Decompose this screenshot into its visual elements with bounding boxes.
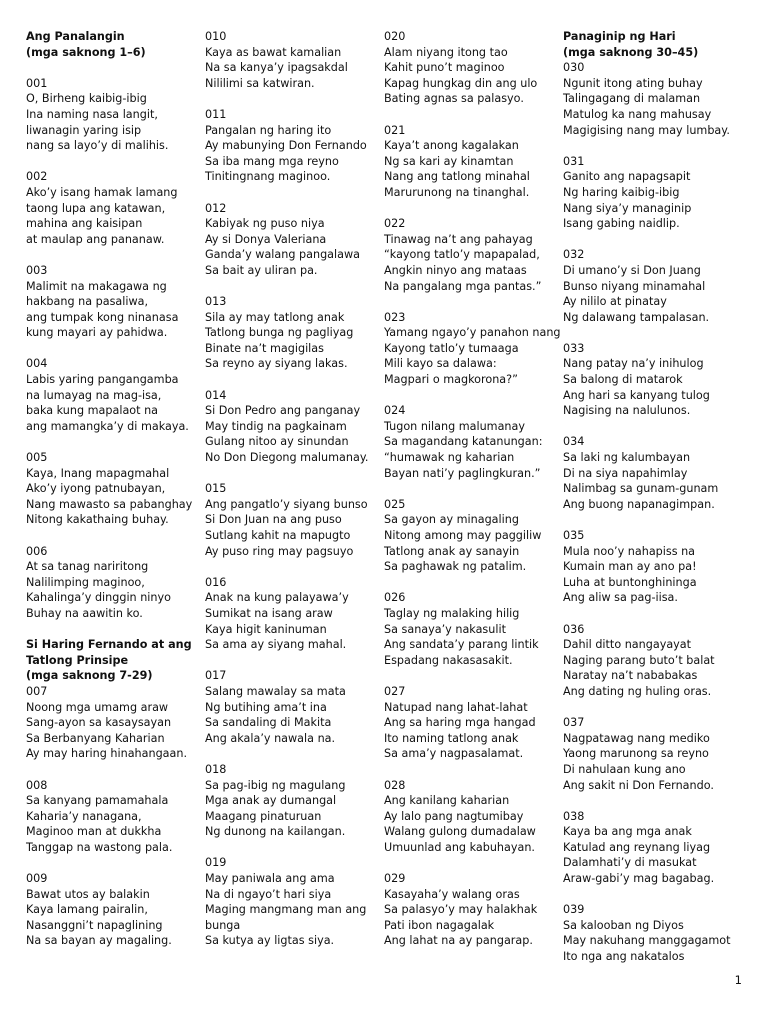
stanza-number: 022	[384, 217, 406, 231]
stanza	[26, 169, 192, 247]
stanza-line: Sa sandaling di Makita	[205, 716, 332, 730]
stanza	[205, 668, 368, 746]
stanza-line: Sa sanaya’y nakasulit	[384, 622, 506, 636]
stanza	[384, 29, 561, 107]
stanza-line: Sa Berbanyang Kaharian	[26, 731, 165, 745]
stanza-line: Tatlong anak ay sanayin	[384, 544, 520, 558]
stanza-line: Ganda’y walang pangalawa	[205, 248, 360, 262]
stanza-line: Mili kayo sa dalawa:	[384, 357, 497, 371]
stanza-line: Tinitingnang maginoo.	[205, 170, 331, 184]
stanza-line: Sa paghawak ng patalim.	[384, 560, 527, 574]
stanza-line: Sa magandang katanungan:	[384, 435, 543, 449]
stanza-line: Nasanggni’t napaglining	[26, 918, 163, 932]
stanza-number: 018	[205, 762, 227, 776]
stanza-number: 007	[26, 684, 48, 698]
stanza	[205, 481, 368, 559]
stanza-line: Sa laki ng kalumbayan	[563, 451, 691, 465]
stanza-line: Buhay na aawitin ko.	[26, 606, 143, 620]
stanza-line: Malimit na makagawa ng	[26, 279, 167, 293]
stanza-line: Ay may haring hinahangaan.	[26, 747, 188, 761]
stanza	[563, 809, 731, 887]
stanza-line: na lumayag na mag-isa,	[26, 388, 162, 402]
stanza-line: Araw-gabi’y mag bagabag.	[563, 872, 715, 886]
section-heading-line: Ang Panalangin	[26, 30, 125, 43]
stanza-line: Kapag hungkag din ang ulo	[384, 76, 538, 90]
stanza-line: Sutlang kahit na mapugto	[205, 529, 351, 542]
stanza-number: 039	[563, 903, 585, 917]
stanza-line: Ito nga ang nakatalos	[563, 950, 685, 964]
stanza-line: Tinawag na’t ang pahayag	[384, 232, 533, 246]
stanza-line: Ay puso ring may pagsuyo	[205, 544, 354, 558]
stanza	[205, 29, 368, 91]
stanza	[26, 263, 192, 341]
stanza-line: Dahil ditto nangayayat	[563, 638, 692, 652]
stanza-number: 036	[563, 622, 585, 636]
stanza-number: 009	[26, 872, 48, 886]
stanza-line: Tanggap na wastong pala.	[26, 840, 173, 854]
stanza	[205, 762, 368, 840]
stanza-line: Ina naming nasa langit,	[26, 107, 158, 121]
stanza	[563, 154, 731, 232]
stanza	[384, 216, 561, 294]
stanza-number: 027	[384, 684, 406, 698]
stanza-line: Tatlong bunga ng pagliyag	[205, 326, 354, 340]
stanza-number: 023	[384, 310, 406, 324]
stanza-line: liwanagin yaring isip	[26, 123, 142, 137]
stanza-number: 024	[384, 404, 406, 418]
stanza-line: May tindig na pagkainam	[205, 419, 347, 433]
stanza-line: Na sa bayan ay magaling.	[26, 934, 172, 948]
stanza-number: 025	[384, 497, 406, 511]
stanza-line: Katulad ang reynang liyag	[563, 840, 711, 854]
stanza-line: Nagpatawag nang mediko	[563, 731, 710, 745]
text-column-4	[563, 29, 731, 980]
stanza-line: Pati ibon nagagalak	[384, 918, 495, 932]
stanza-number: 014	[205, 388, 227, 402]
stanza-line: Kaya as bawat kamalian	[205, 45, 342, 59]
stanza-line: Na di ngayo’t hari siya	[205, 887, 332, 901]
stanza-line: nang sa layo’y di malihis.	[26, 139, 169, 153]
stanza-number: 001	[26, 76, 48, 90]
stanza-line: Maginoo man at dukkha	[26, 825, 162, 839]
stanza	[563, 528, 731, 606]
stanza-line: Kahit puno’t maginoo	[384, 61, 505, 75]
stanza-number: 019	[205, 856, 227, 870]
stanza-line: Kaharia’y nanagana,	[26, 809, 142, 823]
stanza	[563, 247, 731, 325]
stanza-line: Ang kanilang kaharian	[384, 794, 510, 808]
stanza-line: Sa iba mang mga reyno	[205, 154, 339, 168]
stanza-line: Kaya’t anong kagalakan	[384, 139, 519, 153]
stanza-line: kung mayari ay pahidwa.	[26, 326, 168, 340]
stanza-line: Bayan nati’y paglingkuran.”	[384, 466, 541, 480]
stanza-number: 004	[26, 357, 48, 371]
stanza-line: O, Birheng kaibig-ibig	[26, 92, 147, 106]
section-heading-line: (mga saknong 30–45)	[563, 45, 699, 59]
stanza-line: hakbang na pasaliwa,	[26, 295, 149, 309]
stanza-line: “humawak ng kaharian	[384, 451, 515, 465]
stanza-line: Magpari o magkorona?”	[384, 373, 518, 387]
stanza-line: Sa reyno ay siyang lakas.	[205, 357, 348, 371]
stanza-number: 016	[205, 575, 227, 589]
stanza	[26, 778, 192, 856]
stanza-line: Nagising na nalulunos.	[563, 404, 691, 418]
stanza-line: Ng dalawang tampalasan.	[563, 310, 710, 324]
stanza-line: Kayong tatlo’y tumaaga	[384, 341, 519, 355]
stanza-number: 032	[563, 248, 585, 262]
stanza-number: 017	[205, 669, 227, 683]
stanza-line: Sila ay may tatlong anak	[205, 310, 345, 324]
stanza-line: Na sa kanya’y ipagsakdal	[205, 61, 348, 75]
stanza-line: Ng haring kaibig-ibig	[563, 185, 680, 199]
stanza-number: 013	[205, 295, 227, 309]
stanza-line: Sa kutya ay ligtas siya.	[205, 934, 335, 948]
stanza-line: Sa ama’y nagpasalamat.	[384, 747, 524, 761]
stanza-line: Sa bait ay uliran pa.	[205, 263, 318, 277]
stanza-line: Taglay ng malaking hilig	[384, 606, 520, 620]
stanza	[205, 107, 368, 185]
stanza-line: Magigising nang may lumbay.	[563, 123, 730, 137]
stanza-line: Gulang nitoo ay sinundan	[205, 435, 349, 449]
stanza-line: Nalilimping maginoo,	[26, 575, 145, 589]
stanza-line: Sa gayon ay minagaling	[384, 513, 519, 527]
stanza-line: Labis yaring pangangamba	[26, 373, 179, 387]
text-column-3	[384, 29, 561, 965]
stanza-line: baka kung mapalaot na	[26, 404, 159, 418]
stanza-number: 011	[205, 107, 227, 121]
stanza	[563, 434, 731, 512]
text-column-1	[26, 29, 192, 965]
stanza-line: Sa palasyo’y may halakhak	[384, 903, 538, 917]
stanza-number: 003	[26, 263, 48, 277]
stanza	[384, 684, 561, 762]
stanza-line: Ang pangatlo’y siyang bunso	[205, 497, 368, 511]
stanza-line: Di nahulaan kung ano	[563, 762, 686, 776]
stanza-line: Angkin ninyo ang mataas	[384, 263, 527, 277]
stanza-line: Ay lalo pang nagtumibay	[384, 809, 524, 823]
stanza	[26, 450, 192, 528]
stanza-line: Ako’y isang hamak lamang	[26, 185, 178, 199]
stanza-line: Mula noo’y nahapiss na	[563, 544, 696, 558]
stanza-line: Yamang ngayo’y panahon nang	[384, 326, 561, 340]
stanza-number: 028	[384, 778, 406, 792]
stanza-line: Ng dunong na kailangan.	[205, 825, 346, 839]
stanza-line: Nalimbag sa gunam-gunam	[563, 482, 719, 496]
stanza	[563, 60, 731, 138]
section-heading-line: Si Haring Fernando at ang	[26, 638, 192, 652]
stanza-line: Ako’y iyong patnubayan,	[26, 482, 166, 496]
stanza-line: taong lupa ang katawan,	[26, 201, 166, 215]
stanza-line: Kabiyak ng puso niya	[205, 217, 325, 231]
stanza-line: Ang buong napanagimpan.	[563, 497, 715, 511]
stanza-number: 026	[384, 591, 406, 605]
section-heading-line: (mga saknong 7-29)	[26, 669, 153, 683]
stanza-line: Ito naming tatlong anak	[384, 731, 519, 745]
stanza-line: Sumikat na isang araw	[205, 606, 333, 620]
stanza-line: Yaong marunong sa reyno	[563, 747, 709, 761]
stanza	[205, 294, 368, 372]
stanza-line: Si Don Juan na ang puso	[205, 513, 342, 527]
stanza-number: 006	[26, 544, 48, 558]
stanza	[205, 575, 368, 653]
stanza-line: Kaya ba ang mga anak	[563, 825, 692, 839]
stanza-line: Ay si Donya Valeriana	[205, 232, 327, 246]
stanza	[563, 715, 731, 793]
page-number: 1	[734, 973, 742, 987]
stanza-number: 035	[563, 529, 585, 542]
stanza-number: 030	[563, 61, 585, 75]
stanza	[26, 684, 192, 762]
stanza	[563, 622, 731, 700]
stanza-number: 008	[26, 778, 48, 792]
stanza-line: Anak na kung palayawa’y	[205, 591, 349, 605]
stanza-line: Kasayaha’y walang oras	[384, 887, 520, 901]
text-column-2	[205, 29, 368, 965]
stanza-line: Mga anak ay dumangal	[205, 794, 337, 808]
stanza-line: Di umano’y si Don Juang	[563, 263, 701, 277]
stanza-line: Ang hari sa kanyang tulog	[563, 388, 710, 402]
stanza-line: Bunso niyang minamahal	[563, 279, 706, 293]
stanza-line: Nang patay na’y inihulog	[563, 357, 704, 371]
stanza-number: 037	[563, 716, 585, 730]
stanza-line: Naratay na’t nababakas	[563, 669, 698, 683]
stanza-line: Maging mangmang man ang	[205, 903, 367, 917]
stanza-line: Ng butihing ama’t ina	[205, 700, 327, 714]
stanza	[384, 497, 561, 575]
stanza-line: Dalamhati’y di masukat	[563, 856, 697, 870]
stanza-line: Ganito ang napagsapit	[563, 170, 691, 184]
stanza-line: Sa ama ay siyang mahal.	[205, 638, 347, 652]
stanza-line: Naging parang buto’t balat	[563, 653, 715, 667]
stanza-line: Talingagang di malaman	[563, 92, 701, 106]
stanza-line: Tugon nilang malumanay	[384, 419, 525, 433]
stanza-line: Nitong among may paggiliw	[384, 529, 542, 542]
stanza-line: Sa balong di matarok	[563, 373, 683, 387]
stanza-line: Bawat utos ay balakin	[26, 887, 150, 901]
stanza-number: 034	[563, 435, 585, 449]
stanza-line: Ang lahat na ay pangarap.	[384, 934, 533, 948]
stanza-line: Ay nililo at pinatay	[563, 295, 667, 309]
stanza-line: Ang sakit ni Don Fernando.	[563, 778, 714, 792]
stanza-line: No Don Diegong malumanay.	[205, 451, 369, 465]
stanza-line: Ngunit itong ating buhay	[563, 76, 703, 90]
stanza-line: “kayong tatlo’y mapapalad,	[384, 248, 540, 262]
stanza	[205, 855, 368, 949]
stanza-line: Si Don Pedro ang panganay	[205, 404, 361, 418]
stanza-line: ang mamangka’y di makaya.	[26, 419, 189, 433]
section-heading-line: Panaginip ng Hari	[563, 30, 676, 43]
stanza-line: Ang akala’y nawala na.	[205, 731, 336, 745]
stanza-number: 010	[205, 30, 227, 43]
section-heading	[26, 637, 192, 684]
stanza-line: ang tumpak kong ninanasa	[26, 310, 179, 324]
stanza	[384, 590, 561, 668]
stanza-line: At sa tanag nariritong	[26, 560, 149, 574]
stanza	[563, 902, 731, 964]
stanza-number: 020	[384, 30, 406, 43]
stanza-line: May nakuhang manggagamot	[563, 934, 731, 948]
stanza-line: Natupad nang lahat-lahat	[384, 700, 528, 714]
stanza-line: Nang ang tatlong minahal	[384, 170, 530, 184]
stanza	[384, 871, 561, 949]
stanza	[384, 403, 561, 481]
stanza-number: 038	[563, 809, 585, 823]
stanza-number: 031	[563, 154, 585, 168]
stanza-line: Binate na’t magigilas	[205, 341, 324, 355]
stanza-line: Kahalinga’y dinggin ninyo	[26, 591, 171, 605]
stanza-line: Na pangalang mga pantas.”	[384, 279, 542, 293]
stanza-line: Umuunlad ang kabuhayan.	[384, 840, 535, 854]
stanza-line: Ang dating ng huling oras.	[563, 684, 712, 698]
stanza-line: Nang siya’y managinip	[563, 201, 692, 215]
section-heading-line: (mga saknong 1–6)	[26, 45, 146, 59]
stanza-line: Matulog ka nang mahusay	[563, 107, 712, 121]
section-heading-line: Tatlong Prinsipe	[26, 653, 129, 667]
stanza-line: at maulap ang pananaw.	[26, 232, 165, 246]
stanza-line: Sa kalooban ng Diyos	[563, 918, 684, 932]
stanza	[384, 310, 561, 388]
stanza-line: Pangalan ng haring ito	[205, 123, 332, 137]
stanza-line: Marurunong na tinanghal.	[384, 185, 530, 199]
stanza-line: Ang sandata’y parang lintik	[384, 638, 539, 652]
stanza	[563, 341, 731, 419]
stanza	[26, 544, 192, 622]
stanza-line: Walang gulong dumadalaw	[384, 825, 536, 839]
stanza-line: Ng sa kari ay kinamtan	[384, 154, 514, 168]
stanza-line: Kumain man ay ano pa!	[563, 560, 697, 574]
stanza-line: Nang mawasto sa pabanghay	[26, 497, 193, 511]
stanza-line: Di na siya napahimlay	[563, 466, 688, 480]
stanza	[205, 388, 368, 466]
stanza	[384, 778, 561, 856]
section-heading	[563, 29, 731, 60]
stanza-number: 021	[384, 123, 406, 137]
stanza-line: Ay mabunying Don Fernando	[205, 139, 367, 153]
stanza	[26, 356, 192, 434]
stanza-line: Sa kanyang pamamahala	[26, 794, 169, 808]
stanza-line: Ang aliw sa pag-iisa.	[563, 591, 678, 605]
stanza-number: 005	[26, 451, 48, 465]
stanza-line: Maagang pinaturuan	[205, 809, 322, 823]
stanza-line: Isang gabing naidlip.	[563, 217, 680, 231]
section-heading	[26, 29, 192, 60]
stanza-line: Bating agnas sa palasyo.	[384, 92, 524, 106]
stanza-line: Ang sa haring mga hangad	[384, 716, 536, 730]
stanza-line: Kaya higit kaninuman	[205, 622, 327, 636]
stanza-line: mahina ang kaisipan	[26, 217, 143, 231]
stanza	[205, 201, 368, 279]
stanza-line: Alam niyang itong tao	[384, 45, 508, 59]
stanza-line: Sang-ayon sa kasaysayan	[26, 716, 172, 730]
stanza-line: Espadang nakasasakit.	[384, 653, 513, 667]
stanza	[384, 123, 561, 201]
stanza-line: Kaya, Inang mapagmahal	[26, 466, 170, 480]
stanza-line: Nitong kakathaing buhay.	[26, 513, 169, 527]
stanza	[26, 871, 192, 949]
stanza-line: Noong mga umamg araw	[26, 700, 169, 714]
stanza-number: 002	[26, 170, 48, 184]
stanza-number: 015	[205, 482, 227, 496]
stanza-line: Kaya lamang pairalin,	[26, 903, 148, 917]
stanza-number: 029	[384, 872, 406, 886]
stanza-number: 033	[563, 341, 585, 355]
stanza-line: Sa pag-ibig ng magulang	[205, 778, 346, 792]
stanza-line: Luha at buntonghininga	[563, 575, 697, 589]
stanza-line: Salang mawalay sa mata	[205, 684, 346, 698]
stanza-number: 012	[205, 201, 227, 215]
stanza-line: Nililimi sa katwiran.	[205, 76, 315, 90]
stanza-line: May paniwala ang ama	[205, 872, 335, 886]
stanza	[26, 76, 192, 154]
stanza-line: bunga	[205, 918, 241, 932]
